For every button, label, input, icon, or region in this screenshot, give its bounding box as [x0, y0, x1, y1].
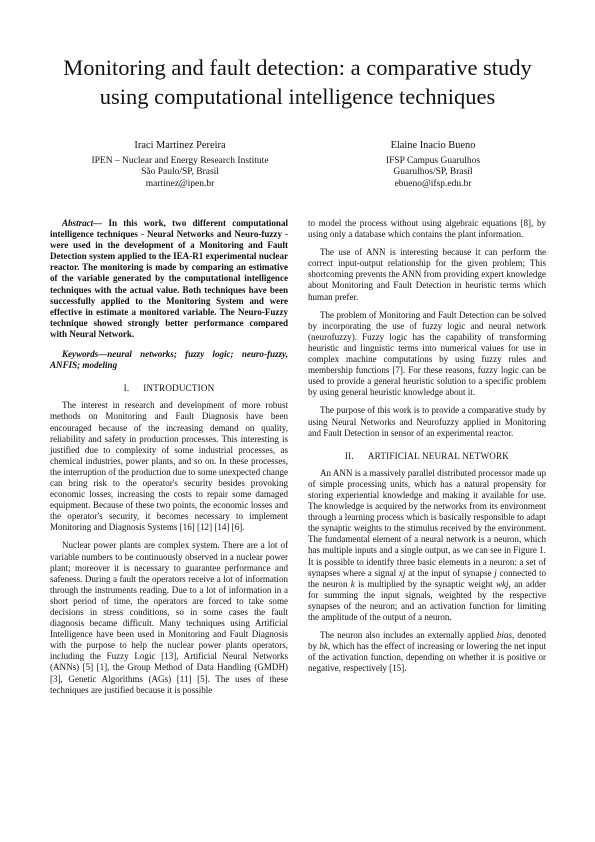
math-symbol: k: [350, 578, 355, 589]
author-affiliation: IFSP Campus Guarulhos: [385, 155, 481, 166]
math-symbol: j: [494, 567, 497, 578]
section-heading-ann: [308, 451, 546, 462]
author-location: Guarulhos/SP, Brasil: [393, 167, 473, 178]
title-line-2: using computational intelligence techniques: [99, 84, 496, 109]
keywords-text: neural networks; fuzzy logic; neuro-fuzzy, ANFIS; modeling: [50, 349, 288, 371]
math-symbol: wkj: [495, 578, 509, 589]
text-run: An ANN is a massively parallel distributed processor made up of simple processing units, which has a natural propensity for storing experiential knowledge and making it available for use. The knowledge is acquired by the networks from its environment through a learning process which is basically responsible to adapt the synaptic weights to the stimulus received by the environment. The fundamental element of a neural network is a neuron, which has multiple inputs and a single output, as we can see in Figure 1. It is possible to identify three basic elements in a neuron: a set of synapses where a signal: [308, 467, 546, 578]
math-symbol: bk: [319, 641, 328, 652]
section-number: I.: [123, 383, 130, 394]
intro-paragraph-2-continued: to model the process without using algebraic equations [8], by using only a database which contains the plant information.: [308, 218, 546, 240]
abstract-text: In this work, two different computational intelligence techniques - Neural Networks and Neuro-fuzzy - were used in the development of a Monitoring and Fault Detection system applied to the IEA-R1 experimental nuclear reactor. The monitoring is made by comparing an estimative of the variable generated by the computational intelligence techniques with the actual value. Both techniques have been successfully applied to the Monitoring System and were effective in estimate a monitored variable. The Neuro-Fuzzy technique showed strongly better performance compared with Neural Network.: [50, 218, 289, 339]
section-title: ARTIFICIAL NEURAL NETWORK: [367, 450, 510, 461]
author-email: ebueno@ifsp.edu.br: [394, 178, 472, 189]
left-column: [50, 218, 288, 703]
author-affiliation: IPEN – Nuclear and Energy Research Institute: [91, 155, 269, 166]
intro-paragraph-1: The interest in research and development of more robust methods on Monitoring and Fault Diagnosis have been encouraged because of the increasing demand on quality, reliability and safety in production processes. This interesting is justified due to complexity of some industrial processes, as chemical industries, power plants, and so on. In these processes, the interruption of the production due to some unexpected change can bring risk to the operator's security besides provoking economic losses, increasing the costs to repair some damaged equipment. Because of these two points, the economic losses and the operator's security, it becomes necessary to implement Monitoring and Diagnosis Systems [16] [12] [14] [6].: [50, 400, 288, 533]
text-run: , an adder for summing the input signals, weighted by the respective synapses of the neuron; and an activation function for limiting the amplitude of the output of a neuron.: [308, 578, 546, 622]
section-number: II.: [344, 450, 354, 461]
text-run: The neuron also includes an externally applied: [320, 630, 497, 641]
intro-paragraph-3: The use of ANN is interesting because it can perform the correct input-output relationship for the given problem; This shortcoming prevents the ANN from providing expert knowledge about Monitoring and Fault Detection in heuristic terms which human prefer.: [308, 247, 546, 302]
author-name: Iraci Martinez Pereira: [134, 140, 226, 151]
intro-paragraph-2: Nuclear power plants are complex system. There are a lot of variable numbers to be continuously observed in a nuclear power plant; moreover it is necessary to guarantee performance and safeness. During a fault the operators receive a lot of information through the instruments reading. Due to a lot of information in a short period of time, the operators are forced to take some decisions in stress conditions, so in some cases the fault diagnosis became difficult. Many techniques using Artificial Intelligence have been used in Monitoring and Fault Diagnosis with the purpose to help the nuclear power plants operators, including the Fuzzy Logic [13], Artificial Neural Networks (ANNs) [5] [1], the Group Method of Data Handling (GMDH) [3], Genetic Algorithms (AGs) [11] [5]. The uses of these techniques are justified because it is possible: [50, 540, 288, 695]
author-name: Elaine Inacio Bueno: [390, 140, 476, 151]
ann-paragraph-1: [308, 468, 546, 623]
text-run: is multiplied by the synaptic weight: [354, 578, 496, 589]
text-run: connected to the neuron: [308, 567, 547, 589]
intro-paragraph-5: The purpose of this work is to provide a comparative study by using Neural Networks and Neurofuzzy applied in Monitoring and Fault Detection in sensor of an experimental reactor.: [308, 405, 546, 438]
ann-paragraph-2: [308, 630, 546, 674]
abstract-label: Abstract—: [62, 218, 103, 228]
abstract: [50, 218, 288, 340]
text-run: at the input of synapse: [405, 567, 495, 578]
right-column: [308, 218, 546, 681]
term-bias: bias: [496, 630, 512, 641]
author-block-1: [55, 140, 305, 190]
keywords: [50, 349, 288, 371]
intro-paragraph-4: The problem of Monitoring and Fault Detection can be solved by incorporating the use of fuzzy logic and neural network (neurofuzzy). Fuzzy logic has the capability of transforming heuristic and linguistic terms into numerical values for use in complex machine computations by using fuzzy rules and membership functions [7]. For these reasons, fuzzy logic can be used to provide a general heuristic solution to a specific problem by using general heuristic knowledge about it.: [308, 309, 546, 398]
author-location: São Paulo/SP, Brasil: [141, 167, 219, 178]
text-run: , which has the effect of increasing or lowering the net input of the activation function, depending on whether it is positive or negative, respectively [15].: [308, 641, 546, 674]
author-email: martinez@ipen.br: [145, 178, 215, 189]
text-run: , denoted by: [308, 630, 546, 652]
keywords-label: Keywords—: [62, 349, 108, 360]
math-symbol: xj: [398, 567, 406, 578]
section-heading-introduction: [50, 383, 288, 394]
paper-title: [30, 53, 565, 111]
title-line-1: Monitoring and fault detection: a comparative study: [63, 55, 532, 80]
section-title: INTRODUCTION: [143, 383, 215, 394]
author-block-2: [318, 140, 548, 190]
